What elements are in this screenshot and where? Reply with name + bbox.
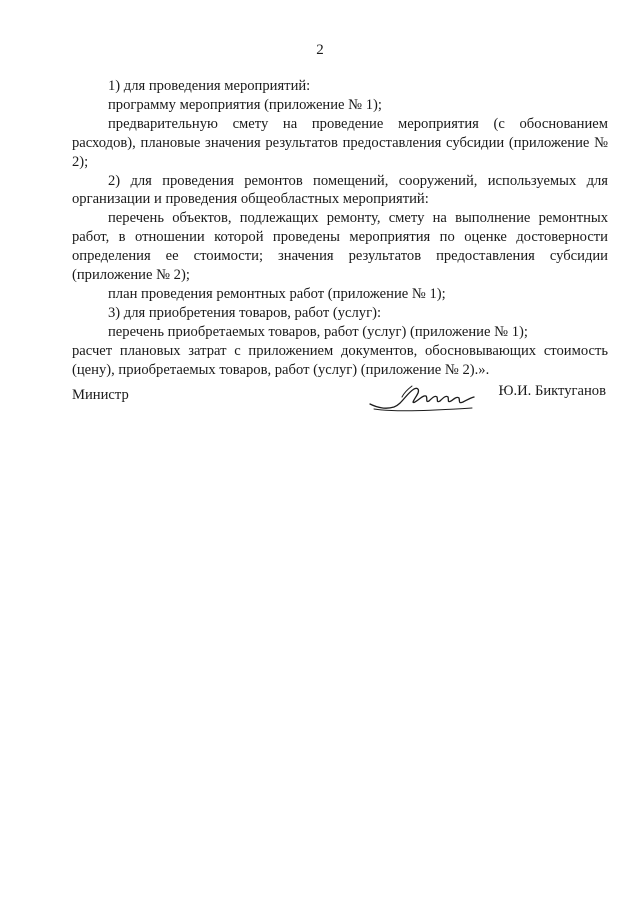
paragraph-item-1-heading: 1) для проведения мероприятий: bbox=[108, 78, 311, 94]
signer-name: Ю.И. Биктуганов bbox=[498, 383, 606, 399]
paragraph-item-2-heading: 2) для проведения ремонтов помещений, сооружений, используемых для организации и проведения общеобластных мероприятий: bbox=[72, 172, 608, 208]
signer-position: Министр bbox=[72, 387, 129, 403]
paragraph-item-3-heading: 3) для приобретения товаров, работ (услуг): bbox=[108, 304, 382, 321]
page-number: 2 bbox=[316, 42, 324, 58]
paragraph-event-program: программу мероприятия (приложение № 1); bbox=[108, 96, 382, 113]
signature-block bbox=[72, 380, 608, 420]
paragraph-goods-list: перечень приобретаемых товаров, работ (услуг) (приложение № 1); bbox=[108, 323, 528, 340]
handwritten-signature bbox=[368, 380, 476, 414]
paragraph-repair-objects-list: перечень объектов, подлежащих ремонту, смету на выполнение ремонтных работ, в отношении которой проведены мероприятия по оценке достоверности определения ее стоимости; значения результатов предоставления субсидии (приложение № 2); bbox=[72, 210, 608, 284]
paragraph-repair-plan: план проведения ремонтных работ (приложение № 1); bbox=[108, 285, 446, 302]
paragraph-preliminary-estimate: предварительную смету на проведение мероприятия (с обоснованием расходов), плановые значения результатов предоставления субсидии (приложение № 2); bbox=[72, 115, 608, 170]
document-body bbox=[72, 77, 608, 380]
paragraph-cost-calculation: расчет плановых затрат с приложением документов, обосновывающих стоимость (цену), приобретаемых товаров, работ (услуг) (приложение № 2).». bbox=[72, 342, 608, 378]
